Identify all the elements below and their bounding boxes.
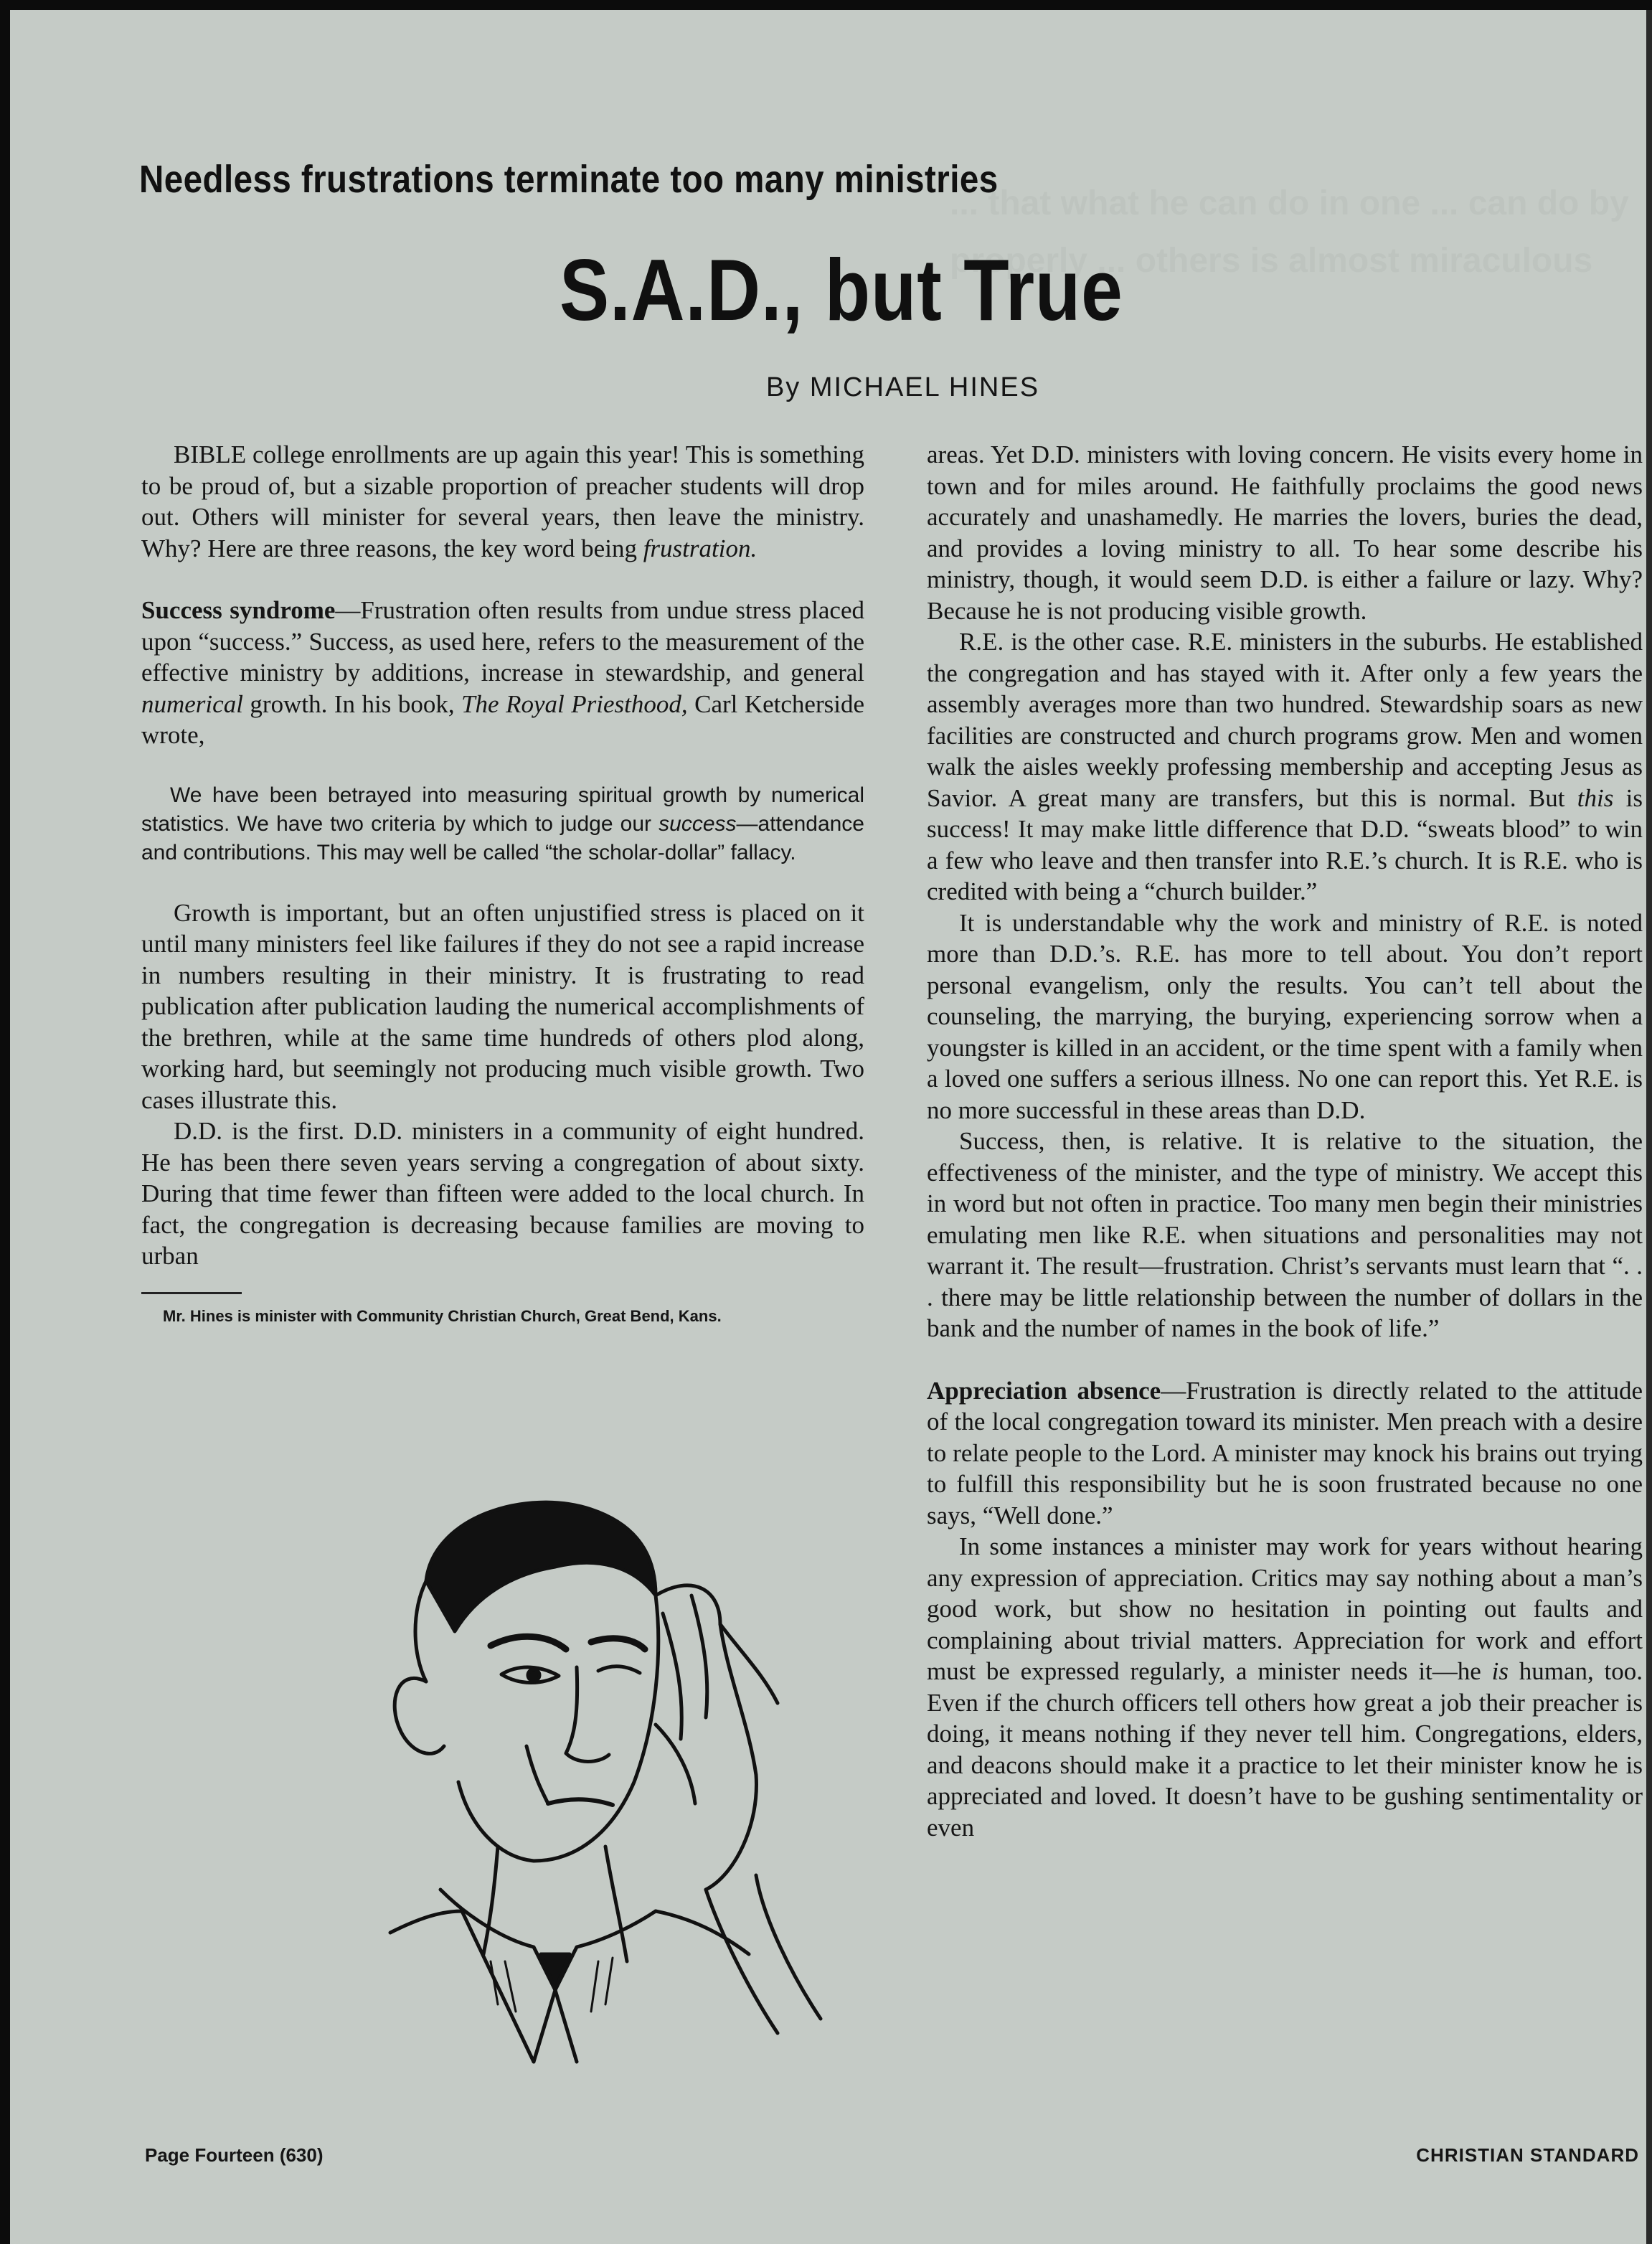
- section-heading-appreciation: Appreciation absence: [927, 1376, 1161, 1405]
- page-number-footer: Page Fourteen (630): [145, 2144, 324, 2166]
- appreciation-absence-paragraph: Appreciation absence—Frustration is directly related to the attitude of the local congregation toward its minister. Men preach with a desire to relate people to the Lord. A minister may knock his brains out trying to fulfill this responsibility but he is soon frustrated because no one says, “Well done.”: [927, 1376, 1643, 1529]
- article-title: S.A.D., but True: [560, 241, 1123, 339]
- growth-paragraph: Growth is important, but an often unjustified stress is placed on it until many ministers feel like failures if they do not see a rapid increase in numbers resulting in their ministry. It is frustrating to read publication after publication lauding the numerical accomplishments of the brethren, while at the same time hundreds of others plod along, working hard, but seemingly not producing much visible growth. Two cases illustrate this.: [141, 898, 864, 1114]
- publication-name-footer: CHRISTIAN STANDARD: [1416, 2144, 1639, 2166]
- page-edge-shadow: [1646, 10, 1652, 2244]
- frustrated-minister-illustration: [318, 1488, 849, 2076]
- instances-paragraph: In some instances a minister may work for years without hearing any expression of appreciation. Critics may say nothing about a man’s good work, but show no hesitation in pointing out faults and complaining about trivial matters. Appreciation for work and effort must be expressed regularly, a minister needs it—he is human, too. Even if the church officers tell others how great a job their preacher is doing, it means nothing if they never tell him. Congregations, elders, and deacons should make it a practice to let their minister know he is appreciated and loved. It doesn’t have to be gushing sentimentality or even: [927, 1532, 1643, 1842]
- success-relative-paragraph: Success, then, is relative. It is relative to the situation, the effectiveness of the minister, and the type of ministry. We accept this in word but not often in practice. Too many men begin their ministries emulating men like R.E. when situations and personalities may not warrant it. The result—frustration. Christ’s servants must learn that “. . . there may be little relationship between the number of dollars in the bank and the number of names in the book of life.”: [927, 1127, 1643, 1342]
- left-column: [141, 439, 864, 1327]
- success-syndrome-paragraph: Success syndrome—Frustration often results from undue stress placed upon “success.” Success, as used here, refers to the measurement of the effective ministry by additions, increase in stewardship, and general numerical growth. In his book, The Royal Priesthood, Carl Ketcherside wrote,: [141, 596, 864, 749]
- article-byline: By MICHAEL HINES: [765, 372, 1040, 402]
- author-footnote: Mr. Hines is minister with Community Christian Church, Great Bend, Kans.: [163, 1306, 722, 1325]
- section-heading-success: Success syndrome: [141, 596, 336, 624]
- bleed-through-text: ... that what he can do in one ... can do by properly ... others is almost miraculous: [950, 184, 1629, 280]
- dd-paragraph: D.D. is the first. D.D. ministers in a community of eight hundred. He has been there seven years serving a congregation of about sixty. During that time fewer than fifteen were added to the local church. In fact, the congregation is decreasing because families are moving to urban: [141, 1117, 864, 1270]
- right-column: [927, 439, 1643, 1843]
- re-paragraph: R.E. is the other case. R.E. ministers in the suburbs. He established the congregation and has stayed with it. After only a few years the assembly averages more than two hundred. Stewardship soars as new facilities are constructed and church programs grow. Men and women walk the aisles weekly professing membership and accepting Jesus as Savior. A great many are transfers, but this is normal. But this is success! It may make little difference that D.D. “sweats blood” to win a few who leave and then transfer into R.E.’s church. It is R.E. who is credited with being a “church builder.”: [927, 628, 1643, 905]
- magazine-page: [10, 10, 1652, 2244]
- article-kicker: Needless frustrations terminate too many ministries: [139, 158, 999, 201]
- block-quote: We have been betrayed into measuring spiritual growth by numerical statistics. We have two criteria by which to judge our success—attendance and contributions. This may well be called “the scholar-dollar” fallacy.: [141, 783, 864, 864]
- understandable-paragraph: It is understandable why the work and ministry of R.E. is noted more than D.D.’s. R.E. has more to tell about. You don’t report personal evangelism, only the results. You can’t tell about the counseling, the marrying, the burying, experiencing sorrow when a youngster is killed in an accident, or the time spent with a family when a loved one suffers a serious illness. No one can report this. Yet R.E. is no more successful in these areas than D.D.: [927, 908, 1643, 1124]
- footnote-rule: [141, 1292, 242, 1294]
- intro-paragraph: BIBLE college enrollments are up again this year! This is something to be proud of, but a sizable proportion of preacher students will drop out. Others will minister for several years, then leave the ministry. Why? Here are three reasons, the key word being frustration.: [141, 440, 864, 562]
- dd-continued-paragraph: areas. Yet D.D. ministers with loving concern. He visits every home in town and for miles around. He faithfully proclaims the good news accurately and unashamedly. He marries the lovers, buries the dead, and provides a loving ministry to all. To hear some describe his ministry, though, it would seem D.D. is either a failure or lazy. Why? Because he is not producing visible growth.: [927, 440, 1643, 625]
